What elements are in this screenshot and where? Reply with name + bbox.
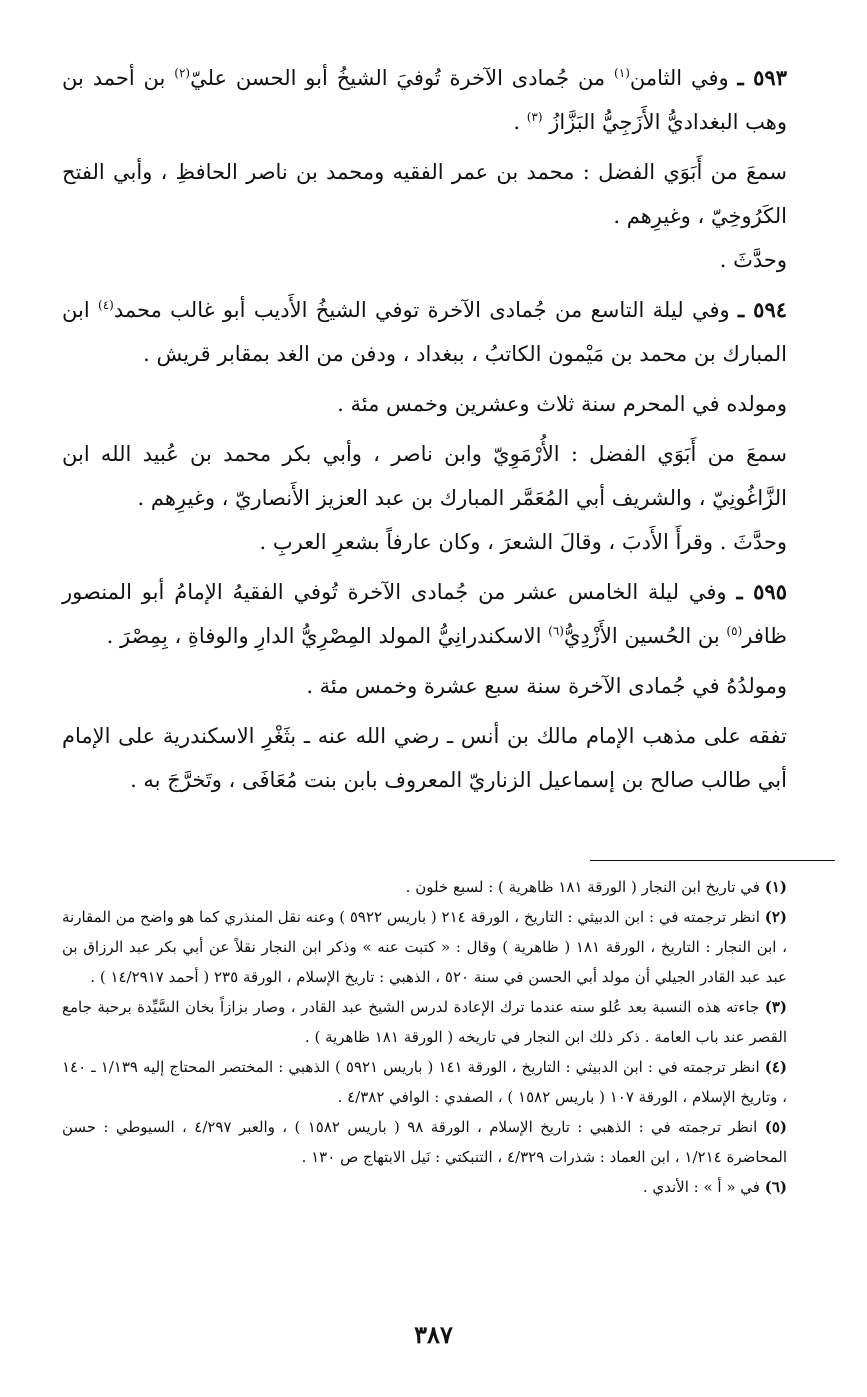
- footnote-text: انظر ترجمته في : ابن الدبيثي : التاريخ ، الورقة ٢١٤ ( باريس ٥٩٢٢ ) وعنه نقل المنذري كما هو واضح من المقارنة ، ابن النجار : التاريخ ، الورقة ١٨١ ( ظاهرية ) وقال : « كتبت عنه » وذكر ابن النجار نقلاً عن أبي بكر عبد الرزاق بن عبد عبد القادر الجيلي أن مولد أبي الحسن في سنة ٥٢٠ ، الذهبي : تاريخ الإسلام ، الورقة ٢٣٥ ( أحمد ١٤/٢٩١٧ ) .: [62, 908, 787, 986]
- entry-text: من جُمادى الآخرة تُوفيَ الشيخُ أبو الحسن عليّ: [190, 66, 615, 90]
- entry-594-narrated: وحدَّثَ . وقرأَ الأَدبَ ، وقالَ الشعرَ ، وكان عارفاً بشعرِ العربِ .: [259, 530, 787, 554]
- entry-595-study: تفقه على مذهب الإمام مالك بن أنس ـ رضي الله عنه ـ بثَغْرِ الاسكندرية على الإمام أبي طالب صالح بن إسماعيل الزناريّ المعروف بابن بنت مُعَافَى ، وتَخرَّجَ به .: [62, 724, 787, 792]
- footnote-number: (٥): [764, 1118, 787, 1136]
- footnote-text: انظر ترجمته في : ابن الدبيثي : التاريخ ، الورقة ١٤١ ( باريس ٥٩٢١ ) الذهبي : المختصر المحتاج إليه ١/١٣٩ ـ ١٤٠ ، وتاريخ الإسلام ، الورقة ١٠٧ ( باريس ١٥٨٢ ) ، الصفدي : الوافي ٤/٣٨٢ .: [62, 1058, 787, 1106]
- footnote-text: جاءته هذه النسبة بعد عُلو سنه عندما ترك الإعادة لدرس الشيخ عبد القادر ، وصار بزازاً بخان السَّيِّدة برحبة جامع القصر عند باب العامة . ذكر ذلك ابن النجار في تاريخه ( الورقة ١٨١ ظاهرية ) .: [62, 998, 787, 1046]
- footnote-number: (٣): [764, 998, 787, 1016]
- footnote-ref: (١): [614, 66, 630, 80]
- footnote-separator: [590, 860, 835, 861]
- footnote-text: في « أ » : الأندي .: [642, 1178, 765, 1196]
- footnote-1: [62, 872, 787, 902]
- entry-number: ٥٩٣ ـ: [737, 65, 787, 90]
- entry-594: [62, 288, 787, 376]
- footnote-5: [62, 1112, 787, 1172]
- entry-593-narrated: وحدَّثَ .: [719, 248, 787, 272]
- footnote-ref: (٤): [98, 298, 114, 312]
- footnote-number: (٦): [764, 1178, 787, 1196]
- entry-text: وفي ليلة التاسع من جُمادى الآخرة توفي الشيخُ الأَديب أبو غالب محمد: [113, 298, 739, 322]
- entry-595: [62, 570, 787, 658]
- entry-593-heard: سمعَ من أَبَوَي الفضل : محمد بن عمر الفقيه ومحمد بن ناصر الحافظِ ، وأبي الفتح الكَرُوخِيّ ، وغيرِهم .: [62, 160, 787, 228]
- entry-text: الاسكندرانِيُّ المولد المِصْرِيُّ الدارِ والوفاةِ ، بِمِصْرَ .: [106, 624, 549, 648]
- entry-text: .: [513, 110, 527, 134]
- footnote-4: [62, 1052, 787, 1112]
- footnote-ref: (٣): [526, 110, 543, 124]
- footnote-ref: (٥): [726, 624, 743, 638]
- footnote-number: (١): [764, 878, 787, 896]
- entry-593: [62, 56, 787, 144]
- footnotes: [62, 872, 787, 1202]
- entry-text: وفي الثامن: [629, 66, 738, 90]
- footnote-ref: (٢): [174, 66, 191, 80]
- entry-number: ٥٩٥ ـ: [736, 579, 787, 604]
- entry-594-birth: ومولده في المحرم سنة ثلاث وعشرين وخمس مئة .: [337, 392, 787, 416]
- main-text: [62, 56, 787, 802]
- footnote-ref: (٦): [548, 624, 564, 638]
- footnote-6: [62, 1172, 787, 1202]
- footnote-number: (٢): [764, 908, 787, 926]
- entry-text: ابن المبارك بن محمد بن مَيْمون الكاتبُ ، ببغداد ، ودفن من الغد بمقابر قريش .: [62, 298, 787, 366]
- entry-text: وفي ليلة الخامس عشر من جُمادى الآخرة تُوفي الفقيهُ الإمامُ أبو المنصور ظافر: [62, 580, 787, 648]
- footnote-number: (٤): [764, 1058, 787, 1076]
- entry-number: ٥٩٤ ـ: [738, 297, 788, 322]
- page-number: ٣٨٧: [414, 1320, 453, 1349]
- footnote-text: انظر ترجمته في : الذهبي : تاريخ الإسلام ، الورقة ٩٨ ( باريس ١٥٨٢ ) ، والعبر ٤/٢٩٧ ، السيوطي : حسن المحاضرة ١/٢١٤ ، ابن العماد : شذرات ٤/٣٢٩ ، التنبكتي : نَيل الابتهاج ص ١٣٠ .: [62, 1118, 787, 1166]
- entry-text: بن الحُسين الأَزْدِيُّ: [563, 624, 727, 648]
- entry-595-birth: ومولدُهُ في جُمادى الآخرة سنة سبع عشرة وخمس مئة .: [306, 674, 787, 698]
- footnote-text: في تاريخ ابن النجار ( الورقة ١٨١ ظاهرية ) : لسبع خلون .: [405, 878, 765, 896]
- entry-594-heard: سمعَ من أَبَوَي الفضل : الأُرْمَوِيّ وابن ناصر ، وأبي بكر محمد بن عُبيد الله ابن الزَّاغُونِيّ ، والشريف أبي المُعَمَّر المبارك بن عبد العزيز الأَنصاريّ ، وغيرِهم .: [62, 442, 787, 510]
- footnote-3: [62, 992, 787, 1052]
- footnote-2: [62, 902, 787, 992]
- entry-text: بن أحمد بن وهب البغداديُّ الأَزَجِيُّ البَزَّازُ: [62, 66, 787, 134]
